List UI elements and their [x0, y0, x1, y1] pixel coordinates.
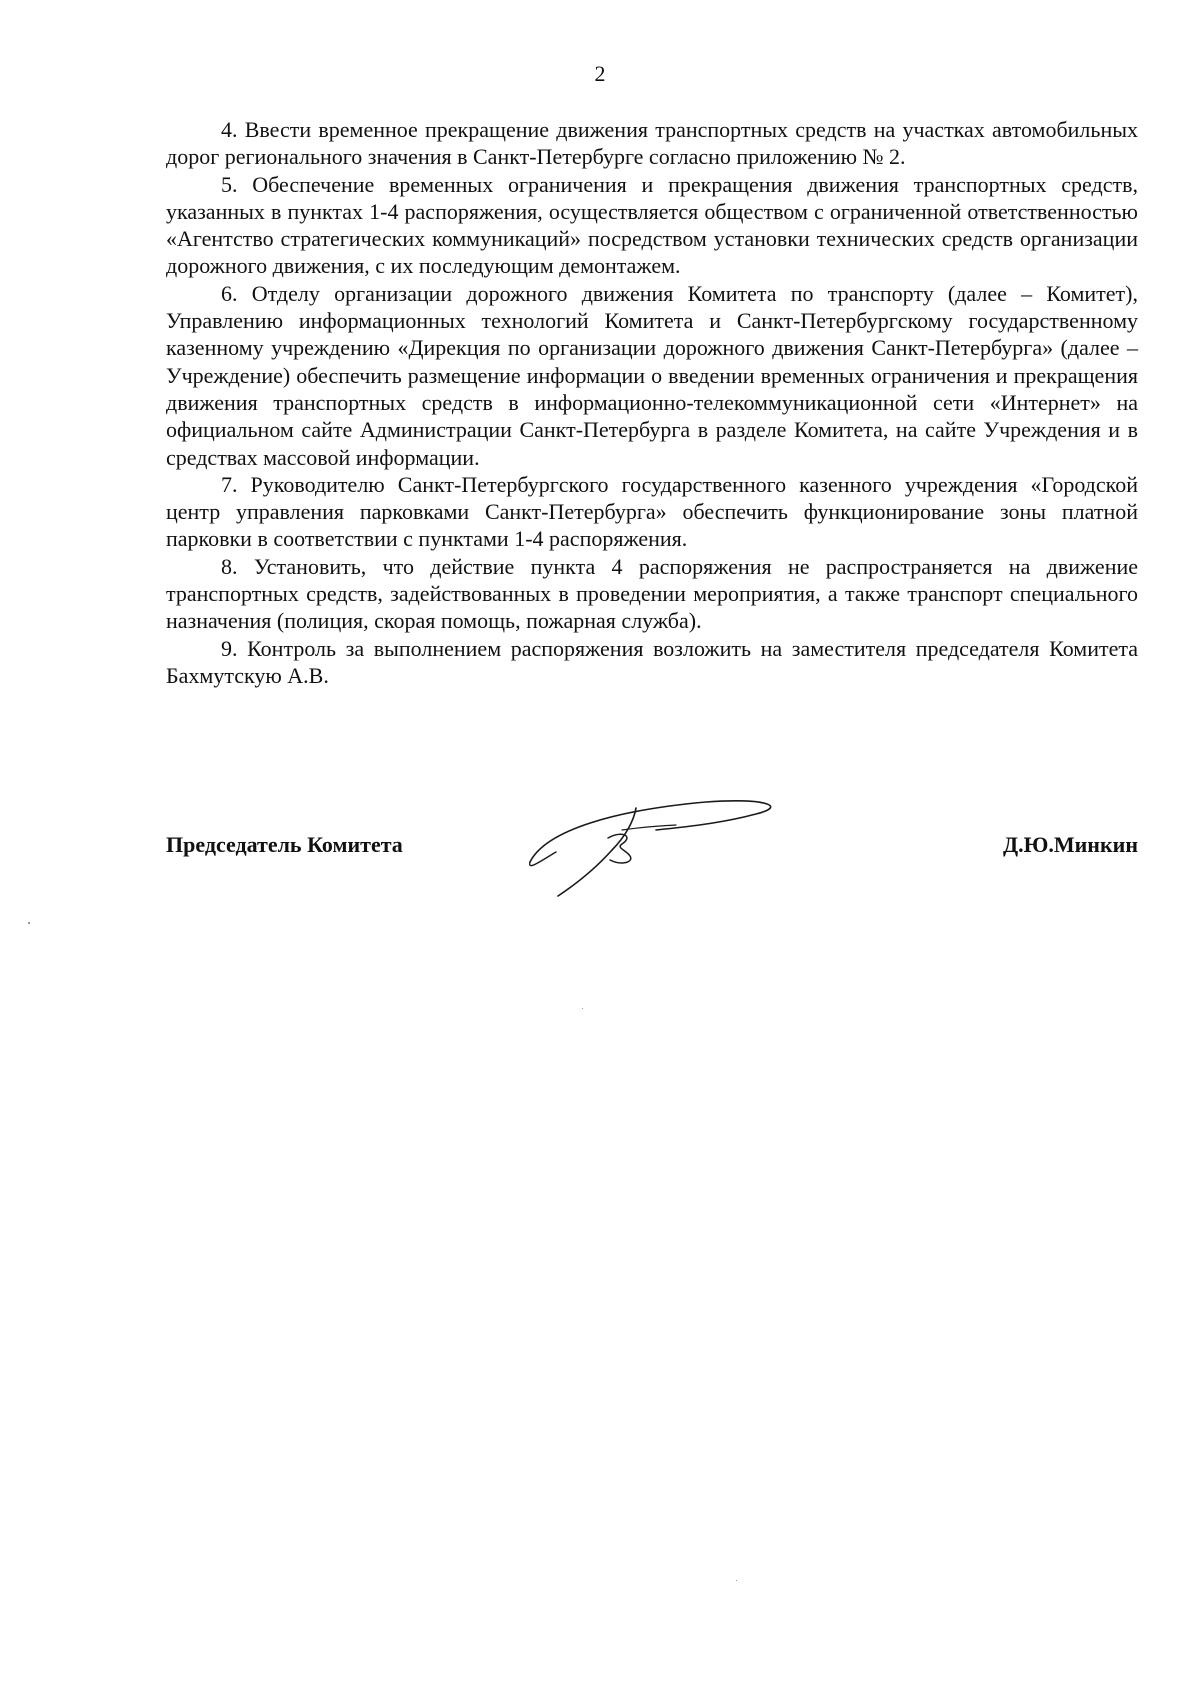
document-body	[166, 116, 1138, 689]
signatory-name: Д.Ю.Минкин	[1002, 832, 1138, 857]
scan-speck	[28, 922, 30, 924]
handwritten-signature	[526, 800, 826, 900]
paragraph-item-4: 4. Ввести временное прекращение движения транспортных средств на участках автомобильных дорог регионального значения в Санкт-Петербурге согласно приложению № 2.	[166, 117, 1138, 170]
signature-block	[166, 800, 1138, 910]
paragraph-item-7: 7. Руководителю Санкт-Петербургского государственного казенного учреждения «Городской центр управления парковками Санкт-Петербурга» обеспечить функционирование зоны платной парковки в соответствии с пунктами 1-4 распоряжения.	[166, 471, 1138, 552]
scan-speck	[736, 1580, 737, 1581]
paragraph-item-9: 9. Контроль за выполнением распоряжения возложить на заместителя председателя Комитета Бахмутскую А.В.	[166, 635, 1138, 688]
paragraph-item-5: 5. Обеспечение временных ограничения и прекращения движения транспортных средств, указанных в пунктах 1-4 распоряжения, осуществляется обществом с ограниченной ответственностью «Агентство стратегических коммуникаций» посредством установки технических средств организации дорожного движения, с их последующим демонтажем.	[166, 171, 1138, 279]
paragraph-item-8: 8. Установить, что действие пункта 4 распоряжения не распространяется на движение транспортных средств, задействованных в проведении мероприятия, а также транспорт специального назначения (полиция, скорая помощь, пожарная служба).	[166, 553, 1138, 634]
scan-speck	[582, 1008, 583, 1009]
page-number: 2	[594, 61, 606, 86]
paragraph-item-6: 6. Отделу организации дорожного движения Комитета по транспорту (далее – Комитет), Управлению информационных технологий Комитета и Санкт-Петербургскому государственному казенному учреждению «Дирекция по организации дорожного движения Санкт-Петербурга» (далее – Учреждение) обеспечить размещение информации о введении временных ограничения и прекращения движения транспортных средств в информационно-телекоммуникационной сети «Интернет» на официальном сайте Администрации Санкт-Петербурга в разделе Комитета, на сайте Учреждения и в средствах массовой информации.	[166, 280, 1138, 470]
signatory-title: Председатель Комитета	[166, 832, 403, 857]
